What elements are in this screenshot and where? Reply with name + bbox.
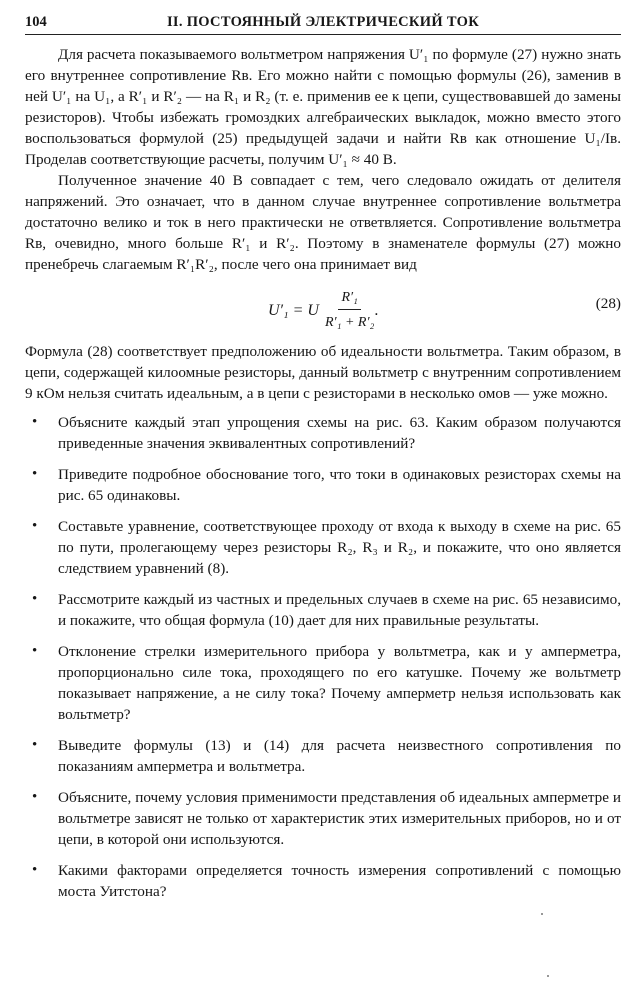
question-text: Объясните, почему условия применимости представления об идеальных амперметре и вольтметре зависят не только от характеристик этих измерительных приборов, но и от цепи, в которой они используются.: [58, 789, 621, 848]
list-item: [25, 589, 621, 631]
formula-expression: [268, 287, 378, 333]
running-header: [25, 10, 621, 35]
bullet-icon: •: [32, 414, 38, 430]
formula-28: [25, 277, 621, 335]
scan-speck: [541, 913, 543, 915]
list-item: [25, 787, 621, 850]
question-text: Рассмотрите каждый из частных и предельных случаев в схеме на рис. 65 независимо, и покажите, что общая формула (10) дает для них правильные результаты.: [58, 591, 621, 629]
list-item: [25, 735, 621, 777]
question-text: Выведите формулы (13) и (14) для расчета неизвестного сопротивления по показаниям амперметра и вольтметра.: [58, 737, 621, 775]
list-item: [25, 516, 621, 579]
question-text: Какими факторами определяется точность измерения сопротивлений с помощью моста Уитстона?: [58, 862, 621, 900]
bullet-icon: •: [32, 466, 38, 482]
question-text: Объясните каждый этап упрощения схемы на рис. 63. Каким образом получаются приведенные значения эквивалентных сопротивлений?: [58, 414, 621, 452]
list-item: [25, 641, 621, 725]
paragraph: Полученное значение 40 В совпадает с тем, чего следовало ожидать от делителя напряжений. Это означает, что в данном случае внутреннее сопротивление вольтметра достаточно велико и ток в него практически не ответвляется. Сопротивление вольтметра Rв, очевидно, много больше R′₁ и R′₂. Поэтому в знаменателе формулы (27) можно пренебречь слагаемым R′₁R′₂, после чего она принимает вид: [25, 172, 621, 273]
list-item: [25, 464, 621, 506]
paragraph: Для расчета показываемого вольтметром напряжения U′₁ по формуле (27) нужно знать его внутреннее сопротивление Rв. Его можно найти с помощью формулы (26), заменив в ней U′₁ на U₁, а R′₁ и R′₂ — на R₁ и R₂ (т. е. применив ее к цепи, существовавшей до замены резисторов). Чтобы избежать громоздких алгебраических выкладок, можно вместо этого воспользоваться формулой (25) предыдущей задачи и найти Rв как отношение U₁/Iв. Проделав соответствующие расчеты, получим U′₁ ≈ 40 В.: [25, 46, 621, 168]
list-item: [25, 860, 621, 902]
list-item: [25, 412, 621, 454]
bullet-icon: •: [32, 591, 38, 607]
page-number: 104: [25, 14, 47, 30]
question-text: Приведите подробное обоснование того, что токи в одинаковых резисторах схемы на рис. 65 одинаковы.: [58, 466, 621, 504]
formula-fraction: [325, 287, 374, 333]
bullet-icon: •: [32, 643, 38, 659]
formula-trail: .: [374, 301, 379, 319]
bullet-icon: •: [32, 789, 38, 805]
formula-numerator: R′₁: [338, 287, 360, 310]
question-text: Составьте уравнение, соответствующее проходу от входа к выходу в схеме на рис. 65 по пути, пролегающему через резисторы R₂, R₃ и R₂, и покажите, что оно является следствием уравнений (8).: [58, 518, 621, 577]
formula-denominator: R′₁ + R′₂: [324, 315, 375, 330]
page-body: [25, 44, 621, 912]
bullet-icon: •: [32, 737, 38, 753]
paragraph: Формула (28) соответствует предположению об идеальности вольтметра. Таким образом, в цепи, содержащей килоомные резисторы, данный вольтметр с внутренним сопротивлением 9 кОм нельзя считать идеальным, а в цепи с резисторами в несколько омов — уже можно.: [25, 343, 621, 402]
question-text: Отклонение стрелки измерительного прибора у вольтметра, как и у амперметра, пропорционально силе тока, проходящего по его катушке. Почему же вольтметр показывает напряжение, а не силу тока? Почему амперметр нельзя использовать как вольтметр?: [58, 643, 621, 723]
scan-speck: [547, 975, 549, 977]
formula-lhs: U′₁ = U: [268, 301, 319, 319]
bullet-icon: •: [32, 518, 38, 534]
question-list: [25, 412, 621, 902]
bullet-icon: •: [32, 862, 38, 878]
running-title: II. ПОСТОЯННЫЙ ЭЛЕКТРИЧЕСКИЙ ТОК: [166, 14, 480, 30]
equation-number: (28): [595, 295, 621, 312]
